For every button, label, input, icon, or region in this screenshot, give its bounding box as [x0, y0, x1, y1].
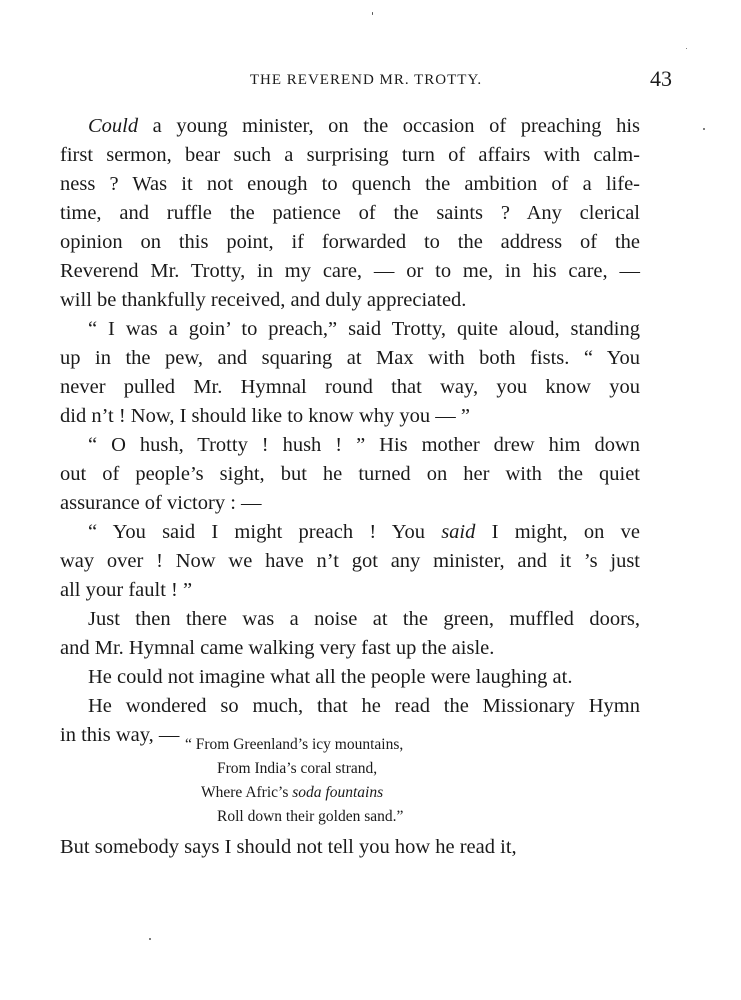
running-title: THE REVEREND MR. TROTTY.: [249, 72, 483, 88]
text-line: all your fault ! ”: [60, 579, 193, 601]
page-number: 43: [650, 66, 672, 91]
text-line: time, and ruffle the patience of the saints ? Any clerical: [60, 202, 640, 224]
text-line: way over ! Now we have n’t got any minister, and it ’s just: [60, 550, 640, 572]
ink-speck: [686, 48, 687, 49]
verse-line: From India’s coral strand,: [217, 760, 378, 777]
verse-line: “ From Greenland’s icy mountains,: [185, 736, 404, 753]
text-line: assurance of victory : —: [60, 492, 262, 514]
text-line: and Mr. Hymnal came walking very fast up the aisle.: [60, 637, 495, 659]
text-line: “ O hush, Trotty ! hush ! ” His mother drew him down: [88, 434, 640, 456]
text-line: never pulled Mr. Hymnal round that way, you know you: [60, 376, 640, 398]
body-text: [60, 112, 640, 750]
verse-line: Roll down their golden sand.”: [217, 808, 404, 825]
text-line: did n’t ! Now, I should like to know why you — ”: [60, 405, 470, 427]
text-line: will be thankfully received, and duly appreciated.: [60, 289, 467, 311]
verse-line: Where Afric’s soda fountains: [201, 784, 384, 801]
text-line: opinion on this point, if forwarded to the address of the: [60, 231, 640, 253]
text-line: He could not imagine what all the people were laughing at.: [88, 666, 573, 688]
text-line: up in the pew, and squaring at Max with both fists. “ You: [60, 347, 640, 369]
text-line: first sermon, bear such a surprising turn of affairs with calm-: [60, 144, 640, 166]
text-line: in this way, —: [60, 724, 180, 746]
text-line: “ You said I might preach ! You said I might, on ve: [88, 521, 640, 543]
text-line: He wondered so much, that he read the Missionary Hymn: [88, 695, 640, 717]
text-line: “ I was a goin’ to preach,” said Trotty, quite aloud, standing: [88, 318, 640, 340]
text-line: But somebody says I should not tell you how he read it,: [60, 836, 517, 858]
ink-speck: [372, 12, 373, 15]
hymn-verse: [60, 733, 640, 829]
closing-text: [60, 833, 640, 862]
page-header: [60, 66, 672, 100]
text-line: Could a young minister, on the occasion of preaching his: [88, 115, 640, 137]
ink-speck: [149, 938, 151, 940]
text-line: ness ? Was it not enough to quench the ambition of a life-: [60, 173, 640, 195]
text-line: Reverend Mr. Trotty, in my care, — or to me, in his care, —: [60, 260, 640, 282]
text-line: out of people’s sight, but he turned on her with the quiet: [60, 463, 640, 485]
text-line: Just then there was a noise at the green, muffled doors,: [88, 608, 640, 630]
ink-speck: [703, 128, 705, 130]
